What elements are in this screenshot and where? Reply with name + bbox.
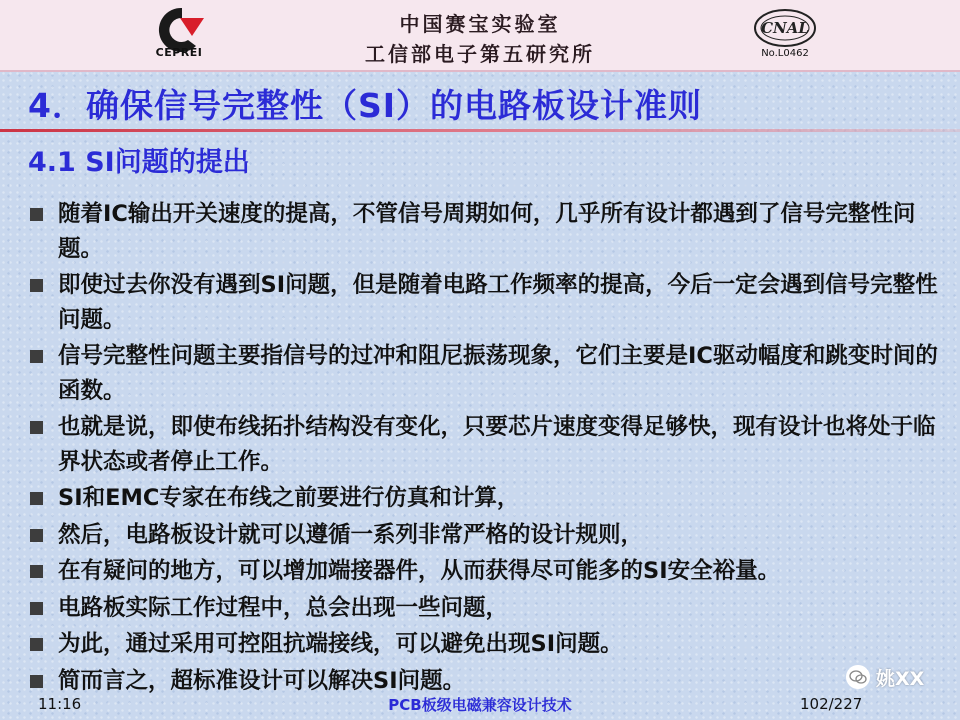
header-org-name: 中国赛宝实验室 bbox=[399, 12, 561, 36]
square-bullet-icon bbox=[30, 421, 43, 434]
bullet-item bbox=[30, 627, 940, 662]
bullet-item bbox=[30, 197, 940, 266]
square-bullet-icon bbox=[30, 492, 43, 505]
bullet-item bbox=[30, 554, 940, 589]
footer-title: PCB板级电磁兼容设计技术 bbox=[388, 696, 572, 714]
bullet-text: 在有疑问的地方，可以增加端接器件，从而获得尽可能多的SI安全裕量。 bbox=[58, 558, 781, 584]
slide-title: 4．确保信号完整性（SI）的电路板设计准则 bbox=[28, 86, 703, 125]
bullet-text: 也就是说，即使布线拓扑结构没有变化，只要芯片速度变得足够快，现有设计也将处于临界状态或者停止工作。 bbox=[58, 414, 936, 475]
bullet-text: SI和EMC专家在布线之前要进行仿真和计算， bbox=[58, 485, 520, 511]
header-institute-name: 工信部电子第五研究所 bbox=[365, 42, 595, 66]
title-divider bbox=[0, 129, 960, 132]
bullet-item bbox=[30, 591, 940, 626]
footer-time: 11:16 bbox=[38, 695, 82, 713]
bullet-item bbox=[30, 339, 940, 408]
bullet-text: 为此，通过采用可控阻抗端接线，可以避免出现SI问题。 bbox=[58, 631, 623, 657]
bullet-item bbox=[30, 664, 940, 699]
slide-header bbox=[0, 0, 960, 72]
square-bullet-icon bbox=[30, 350, 43, 363]
cnal-logo-number: No.L0462 bbox=[761, 48, 809, 59]
wechat-icon bbox=[846, 665, 870, 689]
cnal-logo-mark: CNAL bbox=[761, 19, 809, 37]
bullet-item bbox=[30, 268, 940, 337]
cnal-logo-icon bbox=[752, 6, 818, 52]
bullet-text: 电路板实际工作过程中，总会出现一些问题， bbox=[58, 594, 509, 621]
square-bullet-icon bbox=[30, 675, 43, 688]
slide-subtitle: 4.1 SI问题的提出 bbox=[28, 147, 250, 178]
bullet-text: 然后，电路板设计就可以遵循一系列非常严格的设计规则， bbox=[58, 521, 644, 548]
square-bullet-icon bbox=[30, 208, 43, 221]
square-bullet-icon bbox=[30, 565, 43, 578]
watermark-text: 姚XX bbox=[876, 667, 925, 690]
square-bullet-icon bbox=[30, 279, 43, 292]
bullet-item bbox=[30, 518, 940, 553]
bullet-text: 信号完整性问题主要指信号的过冲和阻尼振荡现象，它们主要是IC驱动幅度和跳变时间的函数。 bbox=[58, 343, 938, 404]
bullet-list bbox=[30, 197, 940, 700]
ceprei-logo-text: CEPREI bbox=[155, 46, 203, 59]
bullet-text: 即使过去你没有遇到SI问题，但是随着电路工作频率的提高，今后一定会遇到信号完整性问题。 bbox=[58, 272, 938, 333]
bullet-item bbox=[30, 481, 940, 516]
watermark bbox=[846, 664, 924, 690]
bullet-item bbox=[30, 410, 940, 479]
bullet-text: 随着IC输出开关速度的提高，不管信号周期如何，几乎所有设计都遇到了信号完整性问题。 bbox=[58, 201, 916, 262]
square-bullet-icon bbox=[30, 638, 43, 651]
square-bullet-icon bbox=[30, 602, 43, 615]
footer-page-number: 102/227 bbox=[800, 695, 863, 713]
square-bullet-icon bbox=[30, 529, 43, 542]
bullet-text: 简而言之，超标准设计可以解决SI问题。 bbox=[58, 667, 466, 694]
